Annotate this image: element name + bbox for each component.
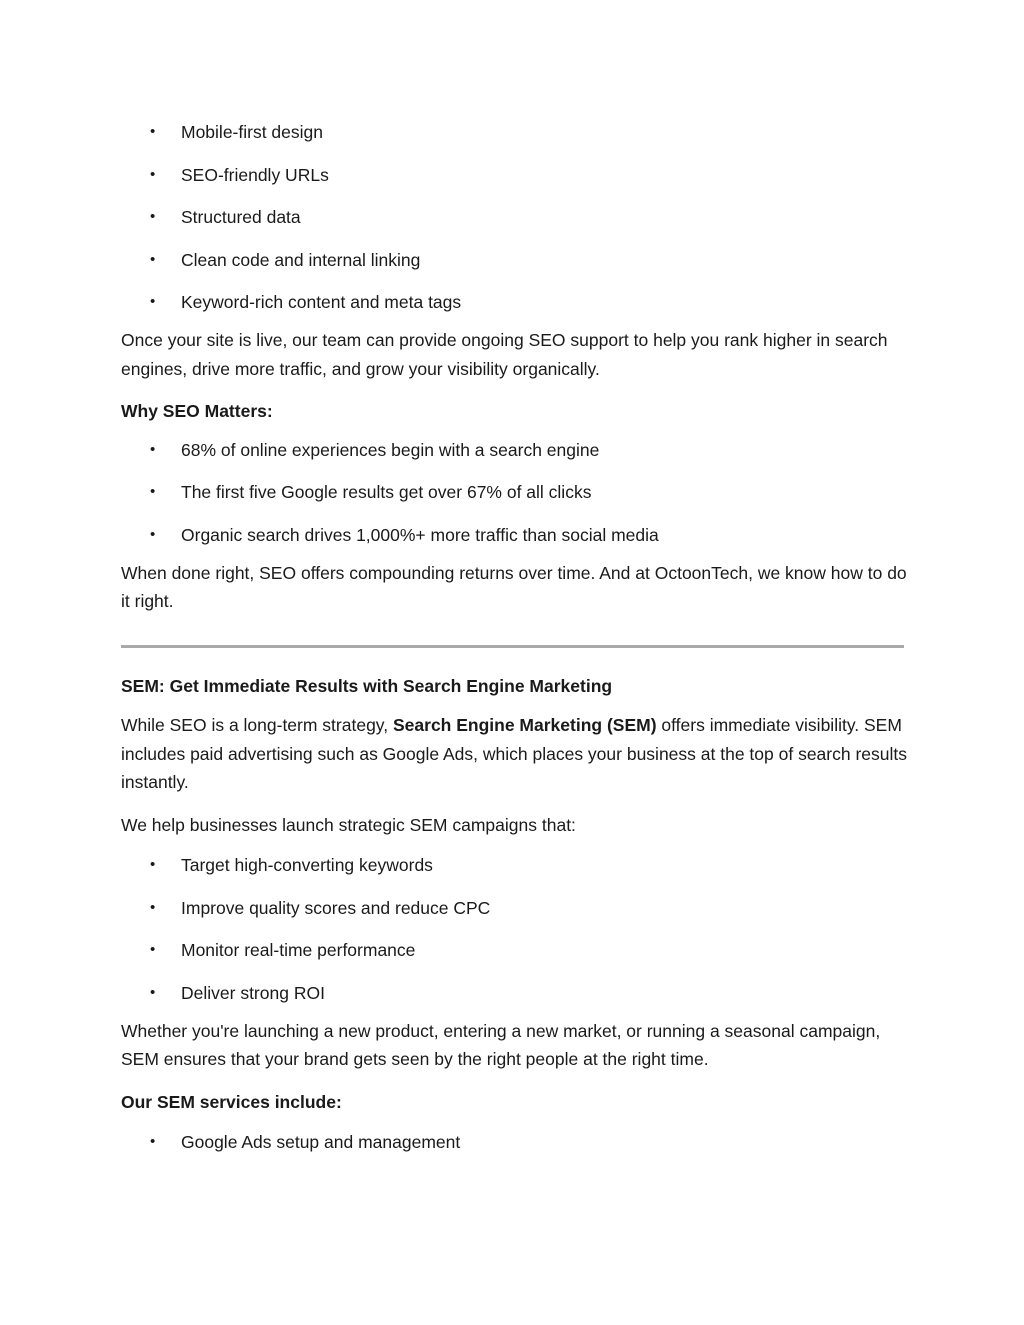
sem-services-list — [121, 1126, 911, 1169]
seo-features-list — [121, 116, 911, 318]
list-item: • Deliver strong ROI — [121, 977, 911, 1009]
sem-heading: SEM: Get Immediate Results with Search Engine Marketing — [121, 675, 613, 696]
list-item: • The first five Google results get over 67% of all clicks — [121, 476, 911, 519]
list-item: • Google Ads setup and management — [121, 1126, 911, 1169]
list-item: • Monitor real-time performance — [121, 934, 911, 977]
sem-services-heading: Our SEM services include: — [121, 1091, 342, 1112]
sem-campaigns-lead: We help businesses launch strategic SEM campaigns that: — [121, 814, 576, 835]
list-item: • 68% of online experiences begin with a search engine — [121, 434, 911, 477]
list-item: • Keyword-rich content and meta tags — [121, 286, 911, 318]
seo-returns-paragraph: When done right, SEO offers compounding returns over time. And at OctoonTech, we know how to do it right. — [121, 562, 907, 611]
section-divider — [121, 645, 904, 648]
list-item: • Target high-converting keywords — [121, 849, 911, 892]
list-item: • SEO-friendly URLs — [121, 159, 911, 202]
sem-closing-paragraph: Whether you're launching a new product, entering a new market, or running a seasonal campaign, SEM ensures that your brand gets seen by the right people at the right time. — [121, 1020, 881, 1069]
sem-intro-end: offers immediate visibility. SEM includes paid advertising such as Google Ads, which places your business at the top of search results instantly. — [121, 715, 907, 792]
seo-support-paragraph: Once your site is live, our team can provide ongoing SEO support to help you rank higher in search engines, drive more traffic, and grow your visibility organically. — [121, 330, 888, 379]
why-seo-list — [121, 434, 911, 551]
sem-campaigns-list — [121, 849, 911, 1009]
why-seo-heading: Why SEO Matters: — [121, 401, 273, 421]
list-item: • Improve quality scores and reduce CPC — [121, 892, 911, 935]
document-page — [121, 116, 911, 1169]
list-item: • Mobile-first design — [121, 116, 911, 159]
sem-intro-start: While SEO is a long-term strategy, — [121, 715, 393, 735]
list-item: • Clean code and internal linking — [121, 244, 911, 287]
list-item: • Structured data — [121, 201, 911, 244]
list-item: • Organic search drives 1,000%+ more traffic than social media — [121, 519, 911, 551]
sem-intro-paragraph — [121, 711, 911, 797]
sem-intro-bold: Search Engine Marketing (SEM) — [393, 715, 657, 735]
